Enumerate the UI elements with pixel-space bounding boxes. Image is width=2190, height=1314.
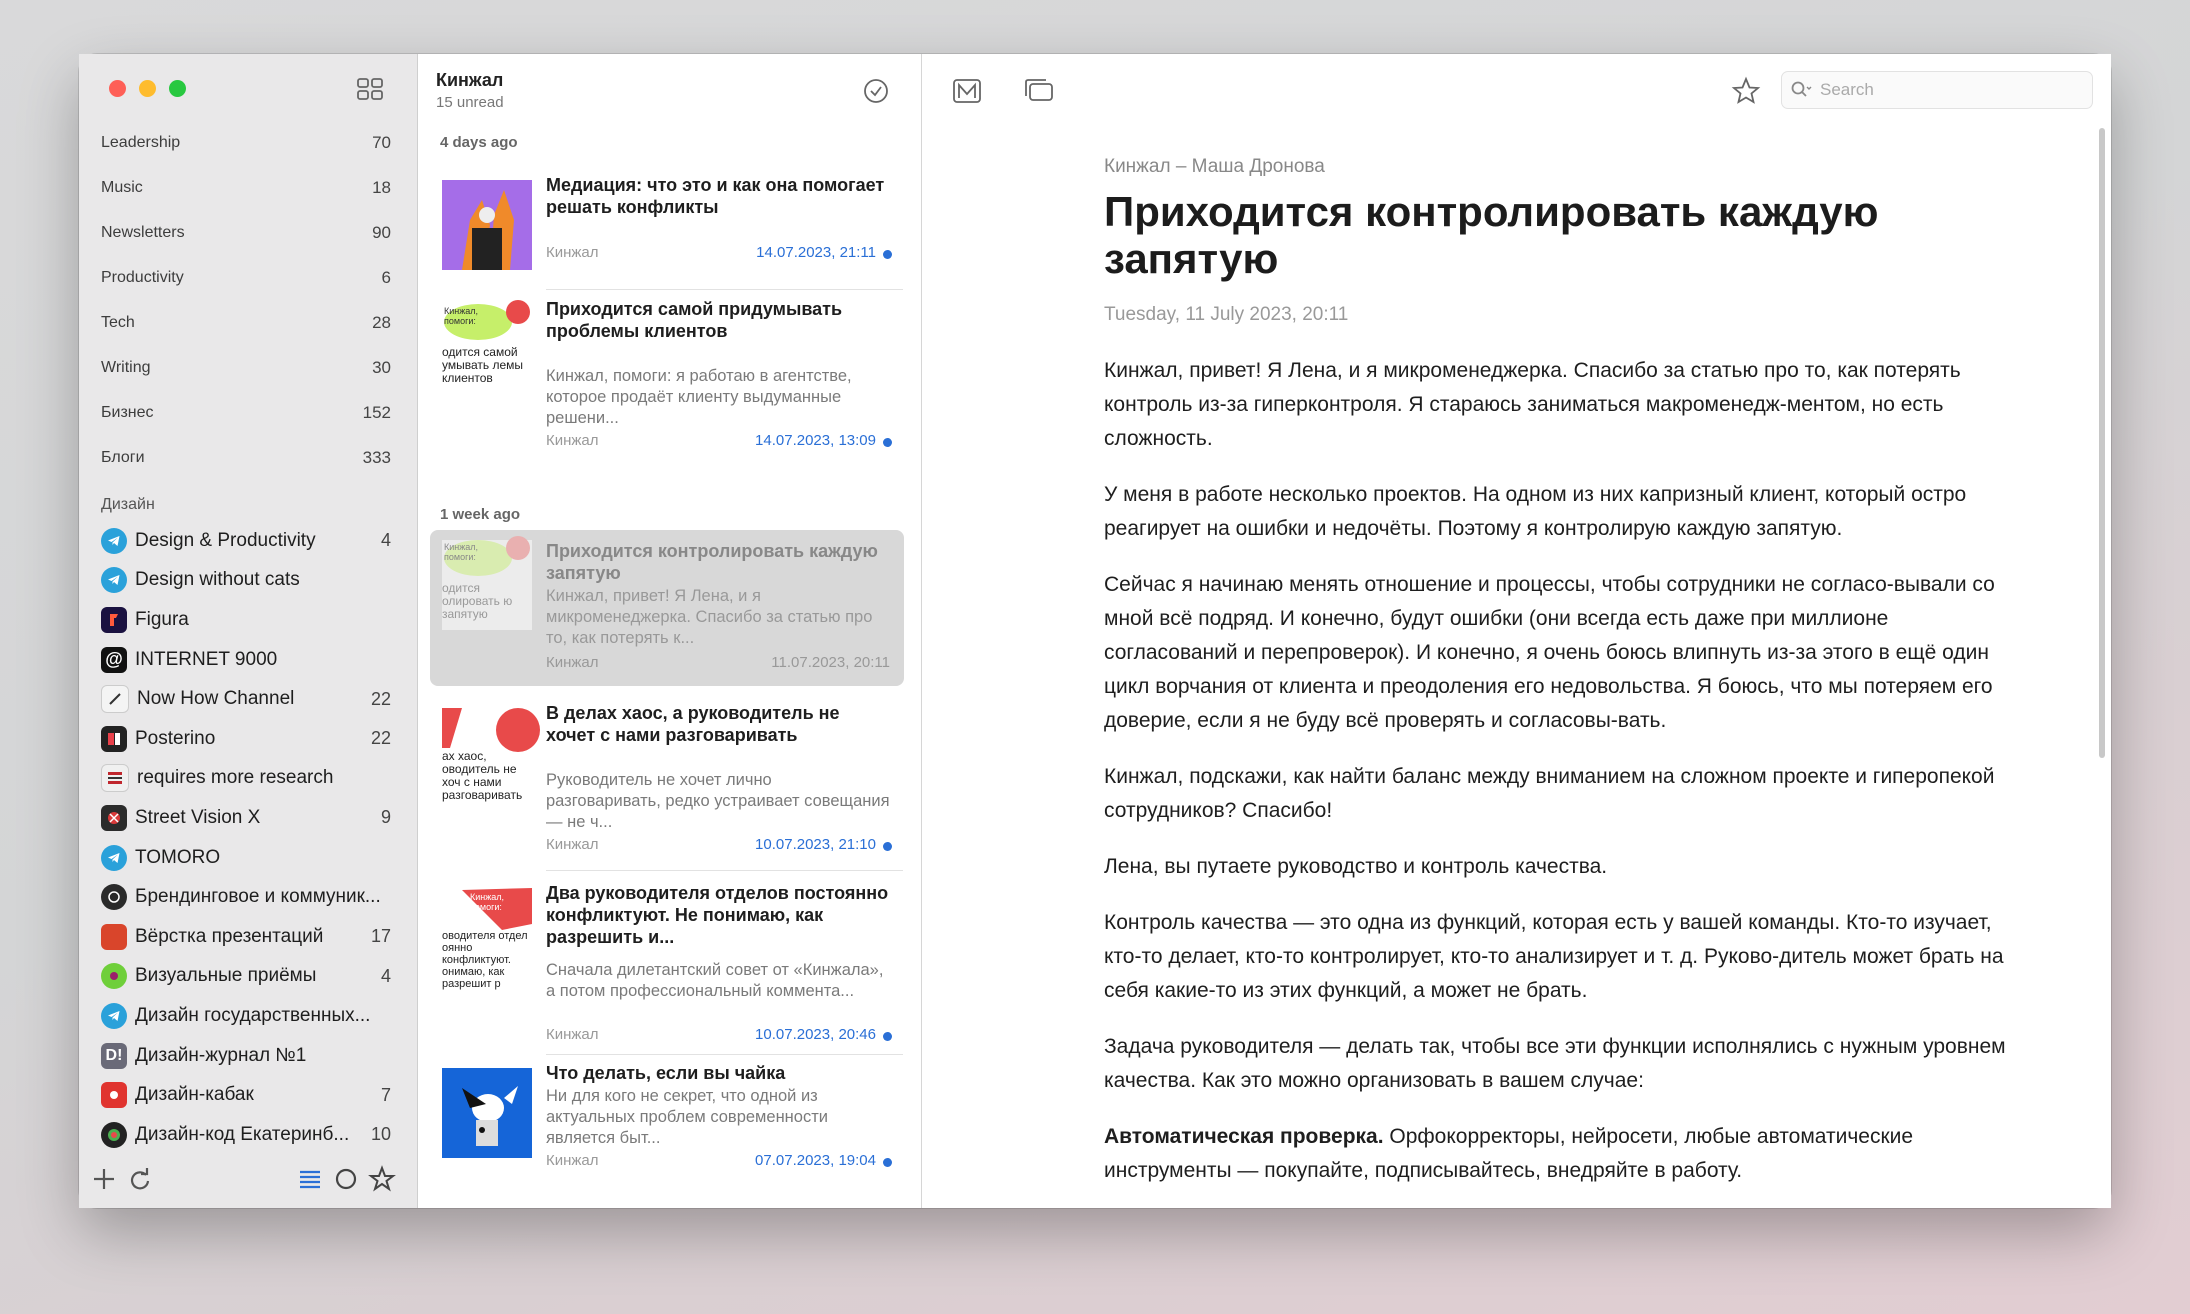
category-name: Tech — [101, 313, 135, 331]
thumb-badge: Кинжал, помоги: — [444, 542, 479, 562]
feed-item[interactable] — [79, 679, 417, 719]
grid-view-icon[interactable] — [355, 74, 385, 104]
category-name: Music — [101, 178, 143, 196]
category-item[interactable] — [79, 165, 417, 210]
feed-item[interactable] — [79, 600, 417, 640]
streetvision-icon — [101, 805, 127, 831]
article-item[interactable] — [430, 878, 904, 1048]
date-group-label: 4 days ago — [440, 134, 518, 151]
feed-name: Дизайн государственных... — [135, 1004, 371, 1026]
kabak-icon — [101, 1082, 127, 1108]
figura-icon — [101, 607, 127, 633]
feed-name: TOMORO — [135, 846, 221, 868]
feed-name: Брендинговое и коммуник... — [135, 886, 381, 908]
minimize-window-button[interactable] — [139, 80, 156, 97]
search-input[interactable] — [1818, 79, 2082, 101]
article-excerpt: Сначала дилетантский совет от «Кинжала», а потом профессиональный коммента... — [546, 961, 884, 1000]
article-excerpt: Кинжал, привет! Я Лена, и я микроменеджерка. Спасибо за статью про то, как потерять к... — [546, 587, 873, 647]
open-in-browser-icon[interactable] — [1022, 74, 1056, 108]
feed-item[interactable] — [79, 719, 417, 759]
feed-list — [79, 521, 417, 1155]
article-content — [1104, 156, 2024, 1210]
refresh-icon[interactable] — [125, 1164, 155, 1194]
article-thumbnail — [442, 1068, 532, 1158]
article-title: Приходится контролировать каждую запятую — [546, 541, 878, 583]
star-filter-icon[interactable] — [367, 1164, 397, 1194]
feed-name: Дизайн-кабак — [135, 1084, 254, 1106]
feed-name: requires more research — [137, 767, 334, 789]
date-group-label: 1 week ago — [440, 506, 521, 523]
feed-name: Posterino — [135, 727, 216, 749]
posterino-icon — [101, 726, 127, 752]
feed-item[interactable] — [79, 1115, 417, 1155]
article-item[interactable] — [430, 698, 904, 868]
body-paragraph: Кинжал, привет! Я Лена, и я микроменеджерка. Спасибо за статью про то, как потерять контроль из-за гиперконтроля. Я стараюсь заниматься макроменедж-ментом, но есть сложность. — [1104, 359, 1961, 450]
article-date: 11.07.2023, 20:11 — [771, 654, 890, 671]
category-item[interactable] — [79, 435, 417, 480]
category-item[interactable] — [79, 255, 417, 300]
feed-count: 10 — [370, 1124, 391, 1145]
feed-count: 9 — [380, 807, 391, 828]
search-field[interactable] — [1781, 71, 2093, 109]
feed-item[interactable] — [79, 838, 417, 878]
body-paragraph: Лена, вы путаете руководство и контроль качества. — [1104, 855, 1608, 878]
body-paragraph — [1104, 1120, 2024, 1188]
feed-name: Дизайн-код Екатеринб... — [135, 1123, 350, 1145]
feed-name: Дизайн-журнал №1 — [135, 1044, 307, 1066]
category-item[interactable] — [79, 345, 417, 390]
feed-count: 4 — [380, 965, 391, 986]
category-count: 90 — [372, 222, 391, 242]
article-date: 07.07.2023, 19:04 — [755, 1152, 876, 1169]
article-source: Кинжал — [546, 1026, 599, 1043]
unread-count: 15 unread — [436, 94, 504, 111]
feed-item[interactable] — [79, 798, 417, 838]
search-icon — [1790, 80, 1812, 100]
list-view-icon[interactable] — [295, 1164, 325, 1194]
article-source: Кинжал — [546, 1152, 599, 1169]
unread-dot — [883, 1032, 892, 1041]
category-count: 28 — [372, 312, 391, 332]
unread-dot — [883, 438, 892, 447]
mercury-reader-icon[interactable] — [950, 74, 984, 108]
article-source: Кинжал — [546, 432, 599, 449]
category-item[interactable] — [79, 300, 417, 345]
category-name: Productivity — [101, 268, 184, 286]
category-count: 333 — [362, 447, 391, 467]
at-icon: @ — [101, 647, 127, 673]
feed-item[interactable] — [79, 759, 417, 799]
bold-lead: Автоматическая проверка. — [1104, 1125, 1384, 1148]
window-controls — [109, 80, 186, 97]
article-list — [418, 54, 922, 1208]
feed-name: Design without cats — [135, 569, 300, 591]
article-title: Приходится самой придумывать проблемы клиентов — [546, 299, 843, 341]
close-window-button[interactable] — [109, 80, 126, 97]
feed-item[interactable] — [79, 561, 417, 601]
unread-dot — [883, 1158, 892, 1167]
article-headline: Приходится контролировать каждую запятую — [1104, 188, 1879, 282]
article-date: 10.07.2023, 21:10 — [755, 836, 876, 853]
star-icon[interactable] — [1729, 74, 1763, 108]
feed-name: Street Vision X — [135, 806, 261, 828]
body-paragraph: Кинжал, подскажи, как найти баланс между вниманием на сложном проекте и гиперопекой сотрудников? Спасибо! — [1104, 765, 1995, 822]
category-item[interactable] — [79, 210, 417, 255]
slides-icon — [101, 924, 127, 950]
feed-item[interactable] — [79, 996, 417, 1036]
category-item[interactable] — [79, 120, 417, 165]
category-name: Блоги — [101, 448, 145, 466]
category-name: Бизнес — [101, 403, 154, 421]
category-name: Newsletters — [101, 223, 185, 241]
reader-pane — [922, 54, 2111, 1208]
feed-item[interactable] — [79, 877, 417, 917]
feed-item[interactable] — [79, 1036, 417, 1076]
feed-item[interactable] — [79, 1075, 417, 1115]
feed-count: 17 — [370, 926, 391, 947]
feed-name: Вёрстка презентаций — [135, 925, 324, 947]
category-list — [79, 120, 417, 480]
article-publish-date: Tuesday, 11 July 2023, 20:11 — [1104, 304, 1349, 325]
body-paragraph: У меня в работе несколько проектов. На одном из них капризный клиент, который остро реагирует на ошибки и недочёты. Поэтому я контролирую каждую запятую. — [1104, 483, 1967, 540]
section-header[interactable]: Дизайн — [101, 496, 155, 513]
scrollbar-thumb[interactable] — [2099, 128, 2105, 758]
article-title: Что делать, если вы чайка — [546, 1063, 786, 1083]
article-date: 14.07.2023, 13:09 — [755, 432, 876, 449]
category-name: Writing — [101, 358, 151, 376]
brand-icon — [101, 884, 127, 910]
article-item[interactable] — [430, 1058, 904, 1208]
category-count: 152 — [362, 402, 391, 422]
telegram-icon — [101, 845, 127, 871]
article-excerpt: Ни для кого не секрет, что одной из актуальных проблем современности является быт... — [546, 1087, 828, 1147]
article-thumbnail — [442, 540, 532, 630]
nowhow-icon — [101, 685, 129, 713]
feed-name: Визуальные приёмы — [135, 965, 317, 987]
visual-icon — [101, 963, 127, 989]
article-item-selected[interactable] — [430, 530, 904, 686]
article-source: Кинжал — [546, 836, 599, 853]
unread-filter-icon[interactable] — [331, 1164, 361, 1194]
telegram-icon — [101, 528, 127, 554]
article-excerpt: Кинжал, помоги: я работаю в агентстве, которое продаёт клиенту выдуманные решени... — [546, 367, 852, 427]
body-paragraph: Контроль качества — это одна из функций, которая есть у вашей команды. Кто-то изучает, кто-то делает, кто-то контролирует, кто-то анализирует и т. д. Руково-дитель может брать на себя какие-то из этих функций, а может не брать. — [1104, 911, 2004, 1002]
article-item[interactable] — [430, 294, 904, 464]
article-excerpt: Руководитель не хочет лично разговаривать, редко устраивает совещания — не ч... — [546, 771, 890, 831]
article-title: Медиация: что это и как она помогает решать конфликты — [546, 175, 885, 217]
feed-name: INTERNET 9000 — [135, 648, 278, 670]
article-title: В делах хаос, а руководитель не хочет с нами разговаривать — [546, 703, 840, 745]
thumb-caption: одится олировать ю запятую — [442, 581, 513, 621]
thumb-badge: Кинжал, помоги: — [444, 306, 479, 326]
category-count: 18 — [372, 177, 391, 197]
article-thumbnail — [442, 180, 532, 270]
feed-item[interactable] — [79, 640, 417, 680]
telegram-icon — [101, 1003, 127, 1029]
category-count: 70 — [372, 132, 391, 152]
feed-count: 4 — [380, 530, 391, 551]
research-icon — [101, 764, 129, 792]
article-date: 10.07.2023, 20:46 — [755, 1026, 876, 1043]
divider — [546, 289, 903, 290]
feed-title: Кинжал — [436, 70, 504, 90]
article-title: Два руководителя отделов постоянно конфликтуют. Не понимаю, как разрешить и... — [546, 883, 889, 947]
body-paragraph: Сейчас я начинаю менять отношение и процессы, чтобы сотрудники не согласо-вывали со мной всё подряд. И конечно, будут ошибки (они всегда есть даже при миллионе согласований и перепроверок). И конечно, я очень боюсь влипнуть из-за этого в ещё один цикл ворчания от клиента и преодоления его недовольства. Я боюсь, что мы потеряем его доверие, если я не буду всё проверять и согласовы-вать. — [1104, 573, 1995, 732]
app-window — [79, 54, 2111, 1208]
article-thumbnail — [442, 304, 532, 394]
sidebar — [79, 54, 418, 1208]
feed-name: Figura — [135, 608, 189, 630]
article-source: Кинжал — [546, 244, 599, 261]
divider — [546, 870, 903, 871]
sidebar-toolbar — [79, 1152, 417, 1208]
thumb-caption: одится самой умывать лемы клиентов — [442, 345, 524, 385]
article-thumbnail — [442, 888, 532, 990]
mark-all-read-icon[interactable] — [861, 76, 891, 106]
journal-icon: D! — [101, 1043, 127, 1069]
feed-count: 22 — [370, 688, 391, 709]
article-thumbnail — [442, 708, 532, 802]
article-source: Кинжал — [546, 654, 599, 671]
telegram-icon — [101, 567, 127, 593]
feed-count: 22 — [370, 728, 391, 749]
feed-item[interactable] — [79, 521, 417, 561]
article-body — [1104, 354, 2024, 1188]
feed-item[interactable] — [79, 957, 417, 997]
article-byline: Кинжал – Маша Дронова — [1104, 156, 1325, 177]
thumb-badge: Кинжал, помоги: — [470, 892, 505, 912]
feed-name: Now How Channel — [137, 688, 295, 710]
unread-dot — [883, 250, 892, 259]
category-name: Leadership — [101, 133, 181, 151]
feed-item[interactable] — [79, 917, 417, 957]
thumb-caption: ах хаос, оводитель не хоч с нами разговаривать — [442, 749, 523, 802]
category-count: 30 — [372, 357, 391, 377]
divider — [546, 1054, 903, 1055]
zoom-window-button[interactable] — [169, 80, 186, 97]
add-icon[interactable] — [89, 1164, 119, 1194]
paragraph-rest: Орфокорректоры, нейросети, любые автоматические инструменты — покупайте, подписывайтесь, внедряйте в работу. — [1104, 1125, 1914, 1182]
ekb-icon — [101, 1122, 127, 1148]
article-date: 14.07.2023, 21:11 — [756, 244, 876, 261]
category-item[interactable] — [79, 390, 417, 435]
unread-dot — [883, 842, 892, 851]
list-header — [418, 54, 921, 124]
body-paragraph: Задача руководителя — делать так, чтобы все эти функции исполнялись с нужным уровнем качества. Как это можно организовать в вашем случае: — [1104, 1035, 2006, 1092]
category-count: 6 — [381, 267, 391, 287]
feed-name: Design & Productivity — [135, 529, 316, 551]
thumb-caption: оводителя отдел оянно конфликтуют. онимаю, как разрешит р — [442, 930, 528, 990]
feed-count: 7 — [380, 1084, 391, 1105]
